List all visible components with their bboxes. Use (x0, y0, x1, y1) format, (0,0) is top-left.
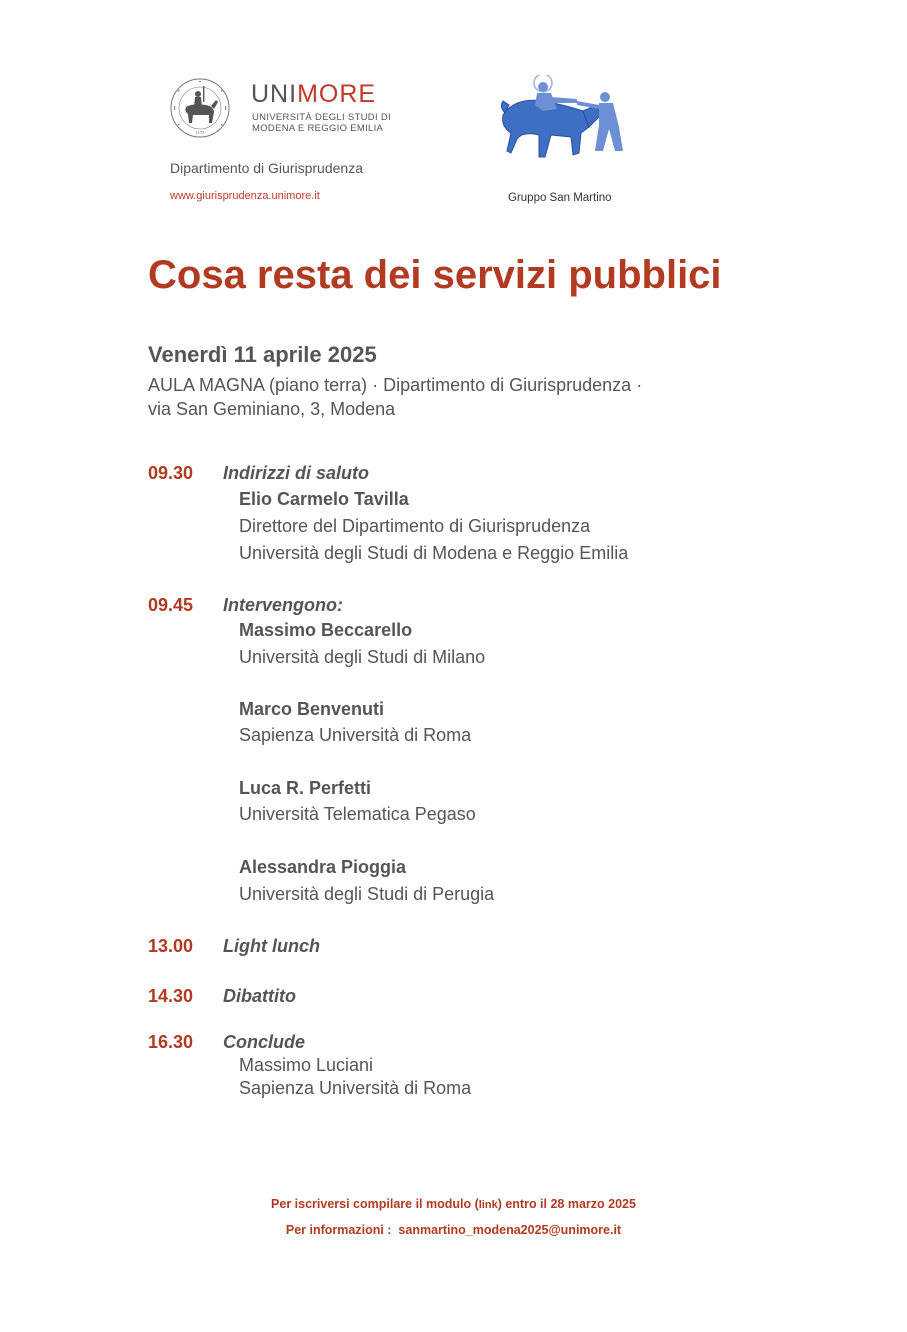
session-time-1630: 16.30 (148, 1032, 194, 1052)
gruppo-san-martino-caption: Gruppo San Martino (508, 192, 612, 204)
info-line (0, 1223, 907, 1237)
speaker-affiliation: Università degli Studi di Perugia (239, 884, 495, 904)
event-venue (148, 373, 642, 421)
registration-note (0, 1197, 907, 1211)
session-label-speakers: Intervengono: (223, 595, 343, 615)
session-time-0945: 09.45 (148, 595, 194, 615)
speaker-affiliation: Sapienza Università di Roma (239, 725, 472, 745)
event-title: Cosa resta dei servizi pubblici (148, 253, 722, 297)
speaker-affiliation: Sapienza Università di Roma (239, 1078, 472, 1098)
speaker-name: Elio Carmelo Tavilla (239, 489, 409, 509)
seal-year: 1175 (195, 130, 205, 135)
session-label-lunch: Light lunch (223, 936, 320, 956)
university-wordmark (251, 80, 376, 109)
contact-email-link[interactable]: sanmartino_modena2025@unimore.it (398, 1223, 622, 1237)
speaker-affiliation: Università degli Studi di Milano (239, 647, 486, 667)
session-time-0930: 09.30 (148, 463, 194, 483)
speaker-role: Direttore del Dipartimento di Giurisprudenza (239, 516, 591, 536)
gruppo-san-martino-logo (495, 75, 635, 167)
session-time-1430: 14.30 (148, 986, 194, 1006)
venue-line1: AULA MAGNA (piano terra) · Dipartimento di Giurisprudenza · (148, 375, 643, 395)
speaker-name: Luca R. Perfetti (239, 778, 372, 798)
wordmark-more: MORE (297, 80, 377, 108)
session-time-1300: 13.00 (148, 936, 194, 956)
event-date: Venerdì 11 aprile 2025 (148, 342, 377, 367)
session-label-conclusion: Conclude (223, 1032, 306, 1052)
registration-link[interactable]: link (478, 1199, 498, 1211)
university-subtitle-line2: MODENA E REGGIO EMILIA (252, 123, 384, 134)
registration-text-b: ) entro il 28 marzo 2025 (497, 1197, 636, 1211)
wordmark-uni: UNI (251, 80, 298, 108)
department-name: Dipartimento di Giurisprudenza (170, 160, 363, 176)
info-label: Per informazioni : (285, 1223, 392, 1237)
session-label-greetings: Indirizzi di saluto (223, 463, 370, 483)
university-seal-logo (166, 76, 242, 140)
registration-text-a: Per iscriversi compilare il modulo ( (271, 1197, 479, 1211)
venue-line2: via San Geminiano, 3, Modena (148, 399, 396, 419)
university-subtitle-line1: UNIVERSITÀ DEGLI STUDI DI (252, 112, 391, 123)
session-label-debate: Dibattito (223, 986, 296, 1006)
speaker-name: Alessandra Pioggia (239, 857, 407, 877)
speaker-affiliation: Università Telematica Pegaso (239, 804, 476, 824)
speaker-name: Massimo Luciani (239, 1055, 374, 1075)
speaker-name: Massimo Beccarello (239, 620, 413, 640)
university-subtitle (252, 112, 391, 134)
speaker-affiliation: Università degli Studi di Modena e Reggio Emilia (239, 543, 629, 563)
department-website-link[interactable]: www.giurisprudenza.unimore.it (170, 190, 320, 202)
speaker-name: Marco Benvenuti (239, 699, 385, 719)
